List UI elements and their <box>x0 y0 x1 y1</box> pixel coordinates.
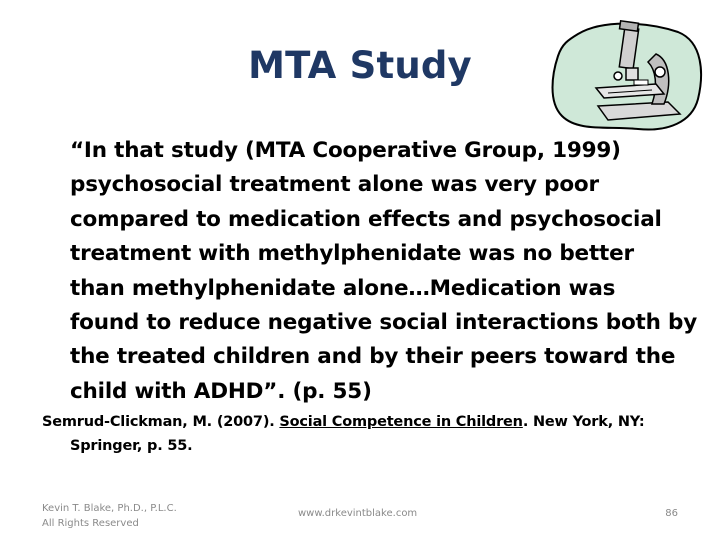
quote-text <box>70 134 700 409</box>
quote-line: found to reduce negative social interactions both by <box>70 310 698 336</box>
citation-publisher: . New York, NY: <box>522 414 645 430</box>
citation <box>42 410 682 458</box>
citation-authors: Semrud-Clickman, M. (2007). <box>42 414 280 430</box>
page-number: 86 <box>665 508 678 519</box>
footer-website: www.drkevintblake.com <box>298 508 418 519</box>
citation-line-1 <box>42 410 682 434</box>
quote-line: compared to medication effects and psychosocial <box>70 206 662 232</box>
quote-line: “In that study (MTA Cooperative Group, 1999) <box>70 138 621 163</box>
quote-line: psychosocial treatment alone was very poor <box>70 172 599 198</box>
microscope-icon <box>548 14 706 136</box>
citation-book-title: Social Competence in Children <box>279 414 523 430</box>
quote-line: the treated children and by their peers toward the <box>70 344 676 370</box>
footer-author <box>42 501 177 531</box>
citation-line-2: Springer, p. 55. <box>70 438 193 454</box>
quote-line: child with ADHD”. (p. 55) <box>70 378 372 404</box>
footer-author-name: Kevin T. Blake, Ph.D., P.L.C. <box>42 503 177 514</box>
quote-line: than methylphenidate alone…Medication was <box>70 275 616 301</box>
slide-title: MTA Study <box>248 44 472 87</box>
footer-rights: All Rights Reserved <box>42 518 139 529</box>
quote-line: treatment with methylphenidate was no better <box>70 241 634 267</box>
